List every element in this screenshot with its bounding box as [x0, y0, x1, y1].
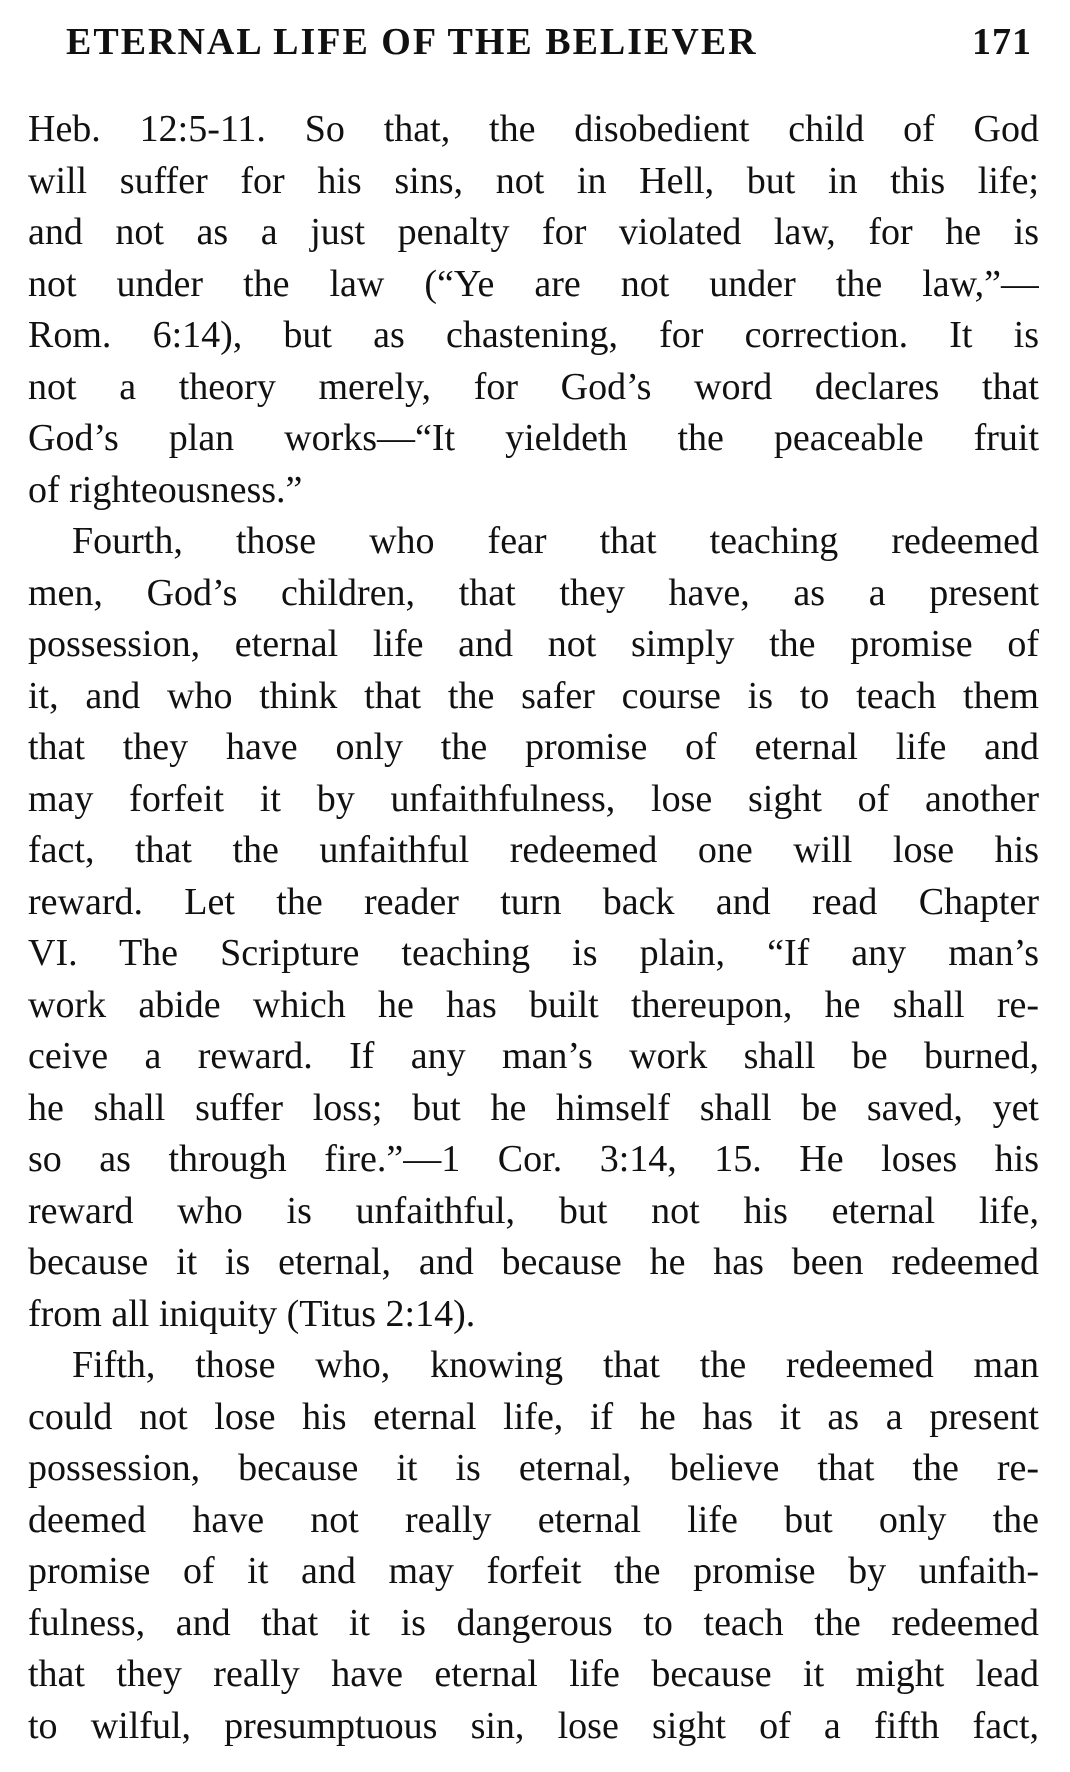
text-line: he shall suffer loss; but he himself shall be saved, yet — [28, 1086, 1039, 1129]
text-line: to wilful, presumptuous sin, lose sight of a fifth fact, — [28, 1704, 1039, 1747]
text-line: because it is eternal, and because he has been redeemed — [28, 1241, 1039, 1283]
text-line: God’s plan works—“It yieldeth the peaceable fruit — [28, 417, 1039, 459]
paragraph-start-line: Fifth, those who, knowing that the redeemed man — [72, 1344, 1039, 1386]
text-line: Rom. 6:14), but as chastening, for correction. It is — [28, 314, 1039, 356]
text-line: not a theory merely, for God’s word declares that — [28, 365, 1039, 408]
chapter-title: ETERNAL LIFE OF THE BELIEVER — [66, 21, 758, 63]
text-line: men, God’s children, that they have, as a present — [28, 571, 1039, 614]
text-line: so as through fire.”—1 Cor. 3:14, 15. He loses his — [28, 1138, 1039, 1180]
text-line: VI. The Scripture teaching is plain, “If any man’s — [28, 932, 1039, 974]
text-line: Heb. 12:5-11. So that, the disobedient child of God — [28, 108, 1039, 150]
text-line: it, and who think that the safer course is to teach them — [28, 674, 1039, 717]
text-line: from all iniquity (Titus 2:14). — [28, 1292, 476, 1335]
text-line: will suffer for his sins, not in Hell, but in this life; — [28, 159, 1039, 202]
text-line: that they have only the promise of eternal life and — [28, 726, 1039, 768]
text-line: reward who is unfaithful, but not his eternal life, — [28, 1189, 1039, 1232]
text-line: possession, because it is eternal, believe that the re- — [28, 1447, 1039, 1489]
text-line: reward. Let the reader turn back and read Chapter — [28, 880, 1039, 923]
running-head — [66, 20, 1032, 76]
text-line: ceive a reward. If any man’s work shall be burned, — [28, 1035, 1039, 1077]
page-number: 171 — [972, 21, 1032, 63]
text-line: deemed have not really eternal life but only the — [28, 1498, 1039, 1541]
text-line: not under the law (“Ye are not under the law,”— — [28, 262, 1039, 305]
text-line: and not as a just penalty for violated law, for he is — [28, 211, 1039, 253]
text-line: promise of it and may forfeit the promise by unfaith- — [28, 1550, 1039, 1592]
text-line: possession, eternal life and not simply the promise of — [28, 623, 1039, 665]
text-line: fact, that the unfaithful redeemed one will lose his — [28, 829, 1039, 871]
text-line: may forfeit it by unfaithfulness, lose sight of another — [28, 777, 1039, 820]
text-line: work abide which he has built thereupon, he shall re- — [28, 983, 1039, 1026]
text-line: that they really have eternal life because it might lead — [28, 1653, 1039, 1695]
text-line: could not lose his eternal life, if he has it as a present — [28, 1395, 1039, 1438]
body-text — [28, 104, 1039, 1752]
paragraph-start-line: Fourth, those who fear that teaching redeemed — [72, 520, 1039, 562]
text-line: of righteousness.” — [28, 468, 303, 511]
text-line: fulness, and that it is dangerous to teach the redeemed — [28, 1601, 1039, 1644]
